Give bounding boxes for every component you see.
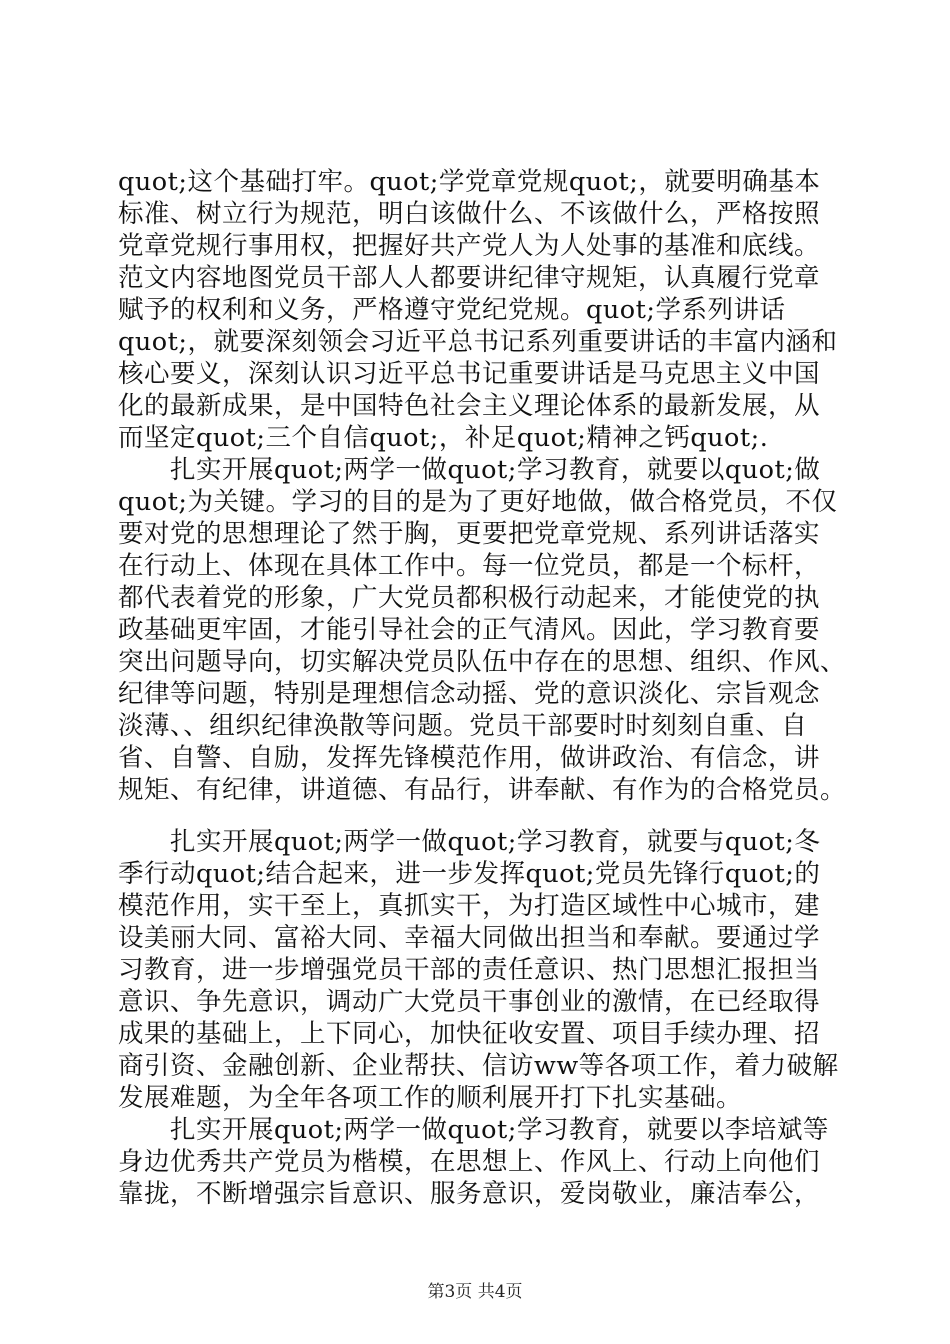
text-line: 淡薄、、组织纪律涣散等问题。党员干部要时时刻刻自重、自 <box>118 711 808 741</box>
text-line: 范文内容地图党员干部人人都要讲纪律守规矩，认真履行党章 <box>118 263 821 293</box>
text-line: 设美丽大同、富裕大同、幸福大同做出担当和奉献。要通过学 <box>118 923 821 953</box>
text-line: 在行动上、体现在具体工作中。每一位党员，都是一个标杆， <box>118 551 821 581</box>
text-line: 成果的基础上，上下同心，加快征收安置、项目手续办理、招 <box>118 1019 821 1049</box>
text-line: 扎实开展quot;两学一做quot;学习教育，就要以李培斌等 <box>118 1115 829 1145</box>
text-line: 靠拢，不断增强宗旨意识、服务意识，爱岗敬业，廉洁奉公， <box>118 1179 821 1209</box>
text-line: 发展难题，为全年各项工作的顺利展开打下扎实基础。 <box>118 1083 743 1113</box>
text-line: 身边优秀共产党员为楷模，在思想上、作风上、行动上向他们 <box>118 1147 821 1177</box>
text-line: 意识、争先意识，调动广大党员干事创业的激情，在已经取得 <box>118 987 821 1017</box>
text-line: 都代表着党的形象，广大党员都积极行动起来，才能使党的执 <box>118 583 821 613</box>
text-line: 习教育，进一步增强党员干部的责任意识、热门思想汇报担当 <box>118 955 821 985</box>
text-line: 省、自警、自励，发挥先锋模范作用，做讲政治、有信念，讲 <box>118 743 821 773</box>
text-line: 扎实开展quot;两学一做quot;学习教育，就要与quot;冬 <box>118 827 821 857</box>
text-line: 核心要义，深刻认识习近平总书记重要讲话是马克思主义中国 <box>118 359 821 389</box>
text-line: 赋予的权利和义务，严格遵守党纪党规。quot;学系列讲话 <box>118 295 786 325</box>
text-line: 突出问题导向，切实解决党员队伍中存在的思想、组织、作风、 <box>118 647 847 677</box>
text-line: 要对党的思想理论了然于胸，更要把党章党规、系列讲话落实 <box>118 519 821 549</box>
text-line: 党章党规行事用权，把握好共产党人为人处事的基准和底线。 <box>118 231 821 261</box>
text-line: 季行动quot;结合起来，进一步发挥quot;党员先锋行quot;的 <box>118 859 821 889</box>
text-line: 规矩、有纪律，讲道德、有品行，讲奉献、有作为的合格党员。 <box>118 775 847 805</box>
text-line: quot;为关键。学习的目的是为了更好地做，做合格党员，不仅 <box>118 487 838 517</box>
text-line: 而坚定quot;三个自信quot;，补足quot;精神之钙quot;. <box>118 423 769 453</box>
text-line: 商引资、金融创新、企业帮扶、信访ww等各项工作，着力破解 <box>118 1051 839 1081</box>
text-line: 标准、树立行为规范，明白该做什么、不该做什么，严格按照 <box>118 199 821 229</box>
text-line: 扎实开展quot;两学一做quot;学习教育，就要以quot;做 <box>118 455 821 485</box>
text-line: quot;，就要深刻领会习近平总书记系列重要讲话的丰富内涵和 <box>118 327 838 357</box>
text-line: 化的最新成果，是中国特色社会主义理论体系的最新发展，从 <box>118 391 821 421</box>
page-footer: 第3页 共4页 <box>427 1282 523 1302</box>
text-line: 纪律等问题，特别是理想信念动摇、党的意识淡化、宗旨观念 <box>118 679 821 709</box>
text-line: quot;这个基础打牢。quot;学党章党规quot;，就要明确基本 <box>118 167 821 197</box>
text-line: 政基础更牢固，才能引导社会的正气清风。因此，学习教育要 <box>118 615 821 645</box>
text-line: 模范作用，实干至上，真抓实干，为打造区域性中心城市，建 <box>118 891 821 921</box>
